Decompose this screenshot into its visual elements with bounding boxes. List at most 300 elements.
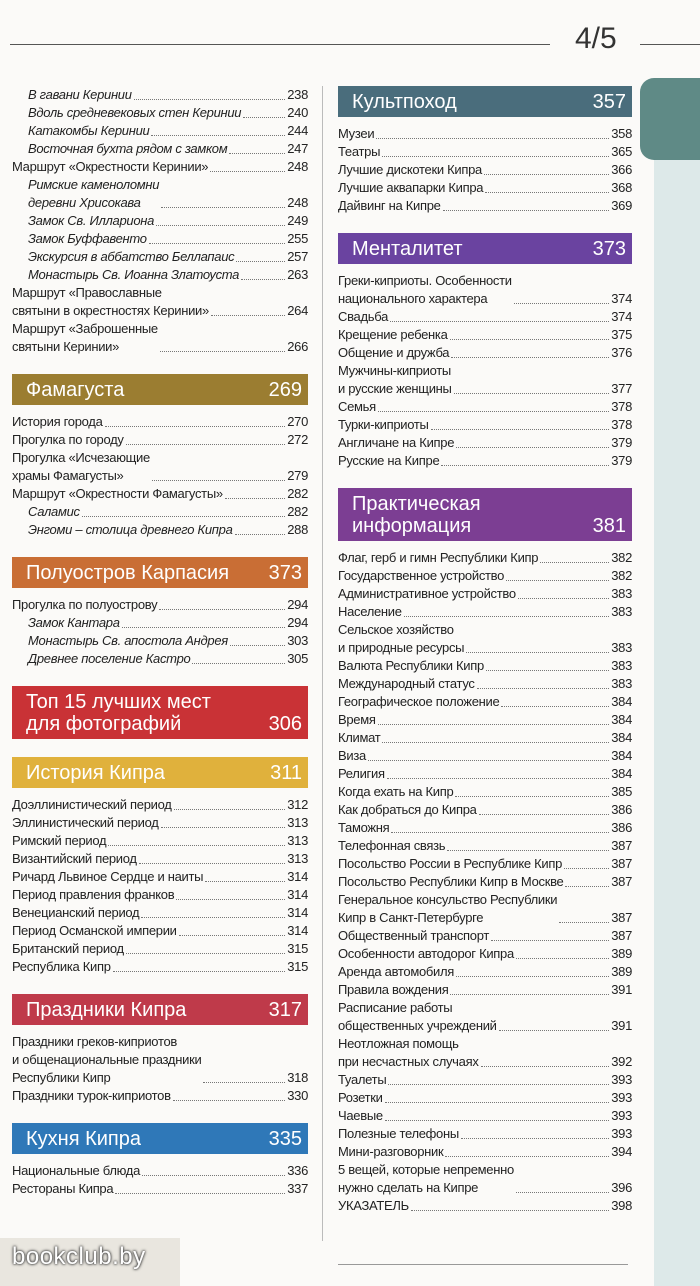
toc-entry-page: 383 [611, 586, 632, 601]
toc-entry-title: Ричард Львиное Сердце и наиты [12, 869, 204, 884]
dot-leader [210, 171, 285, 172]
section-heading[interactable] [12, 994, 308, 1025]
dot-leader [441, 465, 609, 466]
toc-entry[interactable] [12, 596, 308, 614]
toc-entry-page: 314 [287, 887, 308, 902]
toc-entry[interactable] [338, 362, 632, 398]
toc-entry-title: Полезные телефоны [338, 1126, 459, 1141]
toc-entry[interactable] [12, 140, 308, 158]
toc-entry-title: Крещение ребенка [338, 327, 448, 342]
toc-entry-page: 393 [611, 1090, 632, 1105]
dot-leader [161, 207, 285, 208]
toc-entry[interactable] [12, 503, 308, 521]
toc-entry-page: 257 [287, 249, 308, 264]
page-number: 4/5 [575, 22, 617, 55]
toc-entry-title: Телефонная связь [338, 838, 446, 853]
toc-entry[interactable] [338, 801, 632, 819]
toc-entry[interactable] [338, 675, 632, 693]
toc-entry-title: Расписание работы общественных учреждений [338, 1000, 497, 1033]
toc-entry[interactable] [12, 449, 308, 485]
dot-leader [152, 480, 285, 481]
section-title: Полуостров Карпасия [26, 562, 230, 584]
toc-entry-title: Саламис [28, 504, 80, 519]
toc-entry-page: 255 [287, 231, 308, 246]
toc-entry-page: 266 [287, 339, 308, 354]
toc-entry-page: 368 [611, 180, 632, 195]
dot-leader [235, 534, 286, 535]
toc-entry[interactable] [338, 434, 632, 452]
toc-entry-title: Период правления франков [12, 887, 175, 902]
toc-entry[interactable] [338, 1089, 632, 1107]
toc-entry[interactable] [12, 1162, 308, 1180]
section-title: Культпоход [352, 91, 457, 113]
section-page-number: 269 [268, 379, 302, 401]
toc-entry-page: 383 [611, 658, 632, 673]
toc-entry-page: 337 [287, 1181, 308, 1196]
section-page-number: 317 [268, 999, 302, 1021]
toc-entry[interactable] [12, 850, 308, 868]
toc-entry[interactable] [338, 179, 632, 197]
dot-leader [156, 225, 285, 226]
toc-entry-title: Доэллинистический период [12, 797, 172, 812]
dot-leader [499, 1030, 610, 1031]
toc-entry-title: Русские на Кипре [338, 453, 440, 468]
toc-entry[interactable] [338, 693, 632, 711]
dot-leader [477, 688, 610, 689]
toc-entry[interactable] [12, 1087, 308, 1105]
toc-entry[interactable] [338, 344, 632, 362]
toc-entry-page: 279 [287, 468, 308, 483]
section-title: Праздники Кипра [26, 999, 187, 1021]
toc-entry[interactable] [338, 197, 632, 215]
toc-entry[interactable] [338, 1161, 632, 1197]
toc-entry[interactable] [338, 945, 632, 963]
toc-entry[interactable] [338, 1107, 632, 1125]
section-title: История Кипра [26, 762, 166, 784]
toc-entry[interactable] [338, 855, 632, 873]
toc-entry-title: Время [338, 712, 376, 727]
dot-leader [382, 742, 609, 743]
toc-entry-page: 387 [611, 910, 632, 925]
toc-entry-page: 247 [287, 141, 308, 156]
toc-entry[interactable] [338, 711, 632, 729]
toc-entry-page: 315 [287, 941, 308, 956]
toc-entry[interactable] [12, 814, 308, 832]
dot-leader [179, 935, 286, 936]
header-rule-right [640, 44, 700, 45]
toc-entry-page: 377 [611, 381, 632, 396]
section-heading[interactable] [12, 686, 308, 739]
toc-entry-title: Экскурсия в аббатство Беллапаис [28, 249, 235, 264]
dot-leader [450, 339, 610, 340]
toc-entry[interactable] [12, 284, 308, 320]
dot-leader [134, 99, 286, 100]
toc-entry-title: Особенности автодорог Кипра [338, 946, 514, 961]
section-heading[interactable] [338, 488, 632, 541]
toc-entry[interactable] [12, 320, 308, 356]
dot-leader [211, 315, 285, 316]
section-page-number: 306 [268, 713, 302, 735]
toc-entry-title: Греки-киприоты. Особенности национального характера [338, 273, 512, 306]
dot-leader [368, 760, 609, 761]
section-title: Топ 15 лучших мест для фотографий [26, 691, 211, 735]
toc-entry-title: Вдоль средневековых стен Керинии [28, 105, 242, 120]
toc-entry-page: 369 [611, 198, 632, 213]
toc-entry-title: Неотложная помощь при несчастных случаях [338, 1036, 479, 1069]
toc-entry[interactable] [338, 657, 632, 675]
toc-entry-page: 270 [287, 414, 308, 429]
toc-entry[interactable] [12, 958, 308, 976]
toc-entry[interactable] [12, 248, 308, 266]
toc-entry-page: 386 [611, 802, 632, 817]
toc-entry[interactable] [338, 326, 632, 344]
toc-entry-page: 391 [611, 982, 632, 997]
toc-entry-page: 374 [611, 291, 632, 306]
toc-entry-page: 384 [611, 730, 632, 745]
toc-entry-page: 391 [611, 1018, 632, 1033]
toc-entry[interactable] [338, 621, 632, 657]
section-heading[interactable] [12, 757, 308, 788]
toc-entry[interactable] [338, 981, 632, 999]
toc-entry[interactable] [338, 1197, 632, 1215]
toc-entry-page: 383 [611, 604, 632, 619]
toc-entry-title: Мини-разговорник [338, 1144, 444, 1159]
header-rule [10, 44, 550, 45]
toc-entry-page: 379 [611, 435, 632, 450]
dot-leader [451, 357, 609, 358]
dot-leader [516, 958, 609, 959]
toc-entry-page: 384 [611, 694, 632, 709]
dot-leader [230, 645, 285, 646]
toc-entry-title: Музеи [338, 126, 375, 141]
toc-entry[interactable] [338, 416, 632, 434]
dot-leader [466, 652, 609, 653]
dot-leader [192, 663, 285, 664]
dot-leader [387, 778, 610, 779]
toc-entry-page: 387 [611, 874, 632, 889]
toc-entry-page: 392 [611, 1054, 632, 1069]
dot-leader [378, 411, 609, 412]
toc-entry[interactable] [338, 927, 632, 945]
toc-entry-page: 366 [611, 162, 632, 177]
toc-entry[interactable] [338, 1071, 632, 1089]
toc-entry-page: 314 [287, 905, 308, 920]
dot-leader [161, 827, 286, 828]
dot-leader [159, 609, 285, 610]
toc-entry-title: Британский период [12, 941, 124, 956]
section-title: Кухня Кипра [26, 1128, 141, 1150]
toc-entry-title: Эллинистический период [12, 815, 159, 830]
toc-entry[interactable] [12, 632, 308, 650]
dot-leader [479, 814, 610, 815]
toc-entry[interactable] [338, 873, 632, 891]
toc-entry-title: Маршрут «Православные святыни в окрестностях Керинии» [12, 285, 209, 318]
toc-entry[interactable] [12, 230, 308, 248]
toc-entry[interactable] [12, 650, 308, 668]
toc-entry[interactable] [12, 413, 308, 431]
toc-entry-page: 314 [287, 923, 308, 938]
toc-entry-page: 376 [611, 345, 632, 360]
dot-leader [485, 192, 609, 193]
dot-leader [229, 153, 285, 154]
toc-entry[interactable] [12, 122, 308, 140]
dot-leader [518, 598, 609, 599]
toc-entry-page: 336 [287, 1163, 308, 1178]
dot-leader [225, 498, 285, 499]
toc-entry[interactable] [12, 922, 308, 940]
toc-left-column [12, 86, 308, 1198]
toc-entry-title: Республика Кипр [12, 959, 111, 974]
section-title: Фамагуста [26, 379, 125, 401]
toc-entry-title: Маршрут «Окрестности Фамагусты» [12, 486, 223, 501]
toc-entry-title: Турки-киприоты [338, 417, 429, 432]
toc-entry-title: Византийский период [12, 851, 137, 866]
toc-entry-title: Административное устройство [338, 586, 516, 601]
toc-entry-page: 374 [611, 309, 632, 324]
section-page-number: 381 [592, 515, 626, 537]
section-page-number: 373 [592, 238, 626, 260]
toc-entry-title: Семья [338, 399, 376, 414]
dot-leader [486, 670, 609, 671]
toc-entry-title: История города [12, 414, 103, 429]
dot-leader [540, 562, 609, 563]
section-heading[interactable] [338, 86, 632, 117]
dot-leader [447, 850, 609, 851]
toc-entry-page: 382 [611, 550, 632, 565]
toc-entry-title: Климат [338, 730, 381, 745]
dot-leader [176, 899, 285, 900]
section-heading[interactable] [12, 557, 308, 588]
toc-entry-page: 387 [611, 838, 632, 853]
toc-entry-title: Когда ехать на Кипр [338, 784, 454, 799]
toc-entry-page: 375 [611, 327, 632, 342]
section-heading[interactable] [12, 1123, 308, 1154]
toc-right-column [338, 86, 632, 1215]
edge-strip [654, 160, 700, 1286]
toc-entry-page: 378 [611, 417, 632, 432]
dot-leader [151, 135, 285, 136]
toc-entry-title: В гавани Керинии [28, 87, 132, 102]
toc-entry-page: 314 [287, 869, 308, 884]
toc-entry[interactable] [338, 1143, 632, 1161]
dot-leader [390, 321, 609, 322]
dot-leader [108, 845, 285, 846]
dot-leader [404, 616, 610, 617]
toc-entry-title: Сельское хозяйство и природные ресурсы [338, 622, 465, 655]
dot-leader [142, 1175, 285, 1176]
dot-leader [506, 580, 609, 581]
toc-entry-page: 294 [287, 597, 308, 612]
toc-entry-page: 248 [287, 159, 308, 174]
toc-entry-page: 282 [287, 504, 308, 519]
toc-entry-page: 394 [611, 1144, 632, 1159]
dot-leader [139, 863, 286, 864]
toc-entry-page: 387 [611, 928, 632, 943]
toc-entry[interactable] [12, 431, 308, 449]
section-title: Менталитет [352, 238, 463, 260]
toc-entry[interactable] [12, 796, 308, 814]
toc-entry-title: Театры [338, 144, 381, 159]
dot-leader [501, 706, 609, 707]
dot-leader [431, 429, 610, 430]
toc-entry[interactable] [12, 176, 308, 212]
toc-entry[interactable] [12, 868, 308, 886]
toc-entry-page: 272 [287, 432, 308, 447]
toc-entry[interactable] [338, 161, 632, 179]
toc-entry[interactable] [12, 1180, 308, 1198]
toc-entry-title: Маршрут «Окрестности Керинии» [12, 159, 209, 174]
toc-entry-page: 248 [287, 195, 308, 210]
toc-entry-title: Замок Св. Иллариона [28, 213, 155, 228]
toc-entry-title: Мужчины-киприоты и русские женщины [338, 363, 452, 396]
toc-entry-title: Дайвинг на Кипре [338, 198, 441, 213]
section-heading[interactable] [338, 233, 632, 264]
toc-entry[interactable] [12, 104, 308, 122]
toc-entry[interactable] [338, 272, 632, 308]
toc-entry-title: Римские каменоломни деревни Хрисокава [28, 177, 160, 210]
toc-entry[interactable] [338, 585, 632, 603]
dot-leader [491, 940, 609, 941]
section-heading[interactable] [12, 374, 308, 405]
dot-leader [382, 156, 609, 157]
dot-leader [484, 174, 609, 175]
dot-leader [160, 351, 285, 352]
dot-leader [122, 627, 286, 628]
toc-entry-page: 384 [611, 712, 632, 727]
toc-entry[interactable] [12, 266, 308, 284]
section-page-number: 357 [592, 91, 626, 113]
toc-entry[interactable] [12, 521, 308, 539]
toc-entry-title: Таможня [338, 820, 390, 835]
toc-entry-page: 379 [611, 453, 632, 468]
toc-entry[interactable] [338, 963, 632, 981]
toc-entry[interactable] [338, 999, 632, 1035]
dot-leader [236, 261, 285, 262]
toc-entry-title: Рестораны Кипра [12, 1181, 114, 1196]
toc-entry[interactable] [338, 1035, 632, 1071]
dot-leader [385, 1102, 610, 1103]
toc-entry[interactable] [338, 747, 632, 765]
toc-entry[interactable] [12, 485, 308, 503]
dot-leader [115, 1193, 285, 1194]
toc-entry-page: 315 [287, 959, 308, 974]
toc-entry-title: Генеральное консульство Республики Кипр в Санкт-Петербурге [338, 892, 558, 925]
dot-leader [565, 886, 609, 887]
toc-entry-page: 389 [611, 964, 632, 979]
toc-entry-page: 389 [611, 946, 632, 961]
toc-entry[interactable] [338, 125, 632, 143]
toc-entry-title: Праздники греков-киприотов и общенациональные праздники Республики Кипр [12, 1034, 202, 1085]
dot-leader [391, 832, 609, 833]
dot-leader [450, 994, 609, 995]
toc-entry-page: 318 [287, 1070, 308, 1085]
toc-entry[interactable] [12, 940, 308, 958]
dot-leader [461, 1138, 609, 1139]
dot-leader [126, 953, 285, 954]
toc-entry-page: 288 [287, 522, 308, 537]
toc-entry[interactable] [338, 765, 632, 783]
dot-leader [456, 976, 609, 977]
toc-entry-page: 312 [287, 797, 308, 812]
toc-entry-page: 313 [287, 833, 308, 848]
toc-entry[interactable] [12, 904, 308, 922]
toc-entry[interactable] [12, 886, 308, 904]
toc-entry-page: 384 [611, 766, 632, 781]
toc-entry-title: Катакомбы Керинии [28, 123, 150, 138]
toc-entry-title: Лучшие дискотеки Кипра [338, 162, 482, 177]
toc-entry-page: 249 [287, 213, 308, 228]
toc-entry[interactable] [338, 891, 632, 927]
toc-entry[interactable] [12, 614, 308, 632]
toc-entry[interactable] [338, 819, 632, 837]
toc-entry-title: Монастырь Св. Иоанна Златоуста [28, 267, 240, 282]
toc-entry[interactable] [338, 143, 632, 161]
toc-entry-page: 330 [287, 1088, 308, 1103]
toc-entry-title: Маршрут «Заброшенные святыни Керинии» [12, 321, 158, 354]
dot-leader [385, 1120, 609, 1121]
toc-entry-page: 383 [611, 676, 632, 691]
section-page-number: 335 [268, 1128, 302, 1150]
toc-entry-title: Монастырь Св. апостола Андрея [28, 633, 228, 648]
toc-entry-title: Виза [338, 748, 366, 763]
toc-entry[interactable] [338, 398, 632, 416]
toc-entry-title: УКАЗАТЕЛЬ [338, 1198, 409, 1213]
toc-entry[interactable] [338, 783, 632, 801]
toc-entry-title: Общение и дружба [338, 345, 450, 360]
toc-entry[interactable] [12, 1033, 308, 1087]
section-page-number: 311 [270, 762, 302, 784]
toc-entry-page: 386 [611, 820, 632, 835]
dot-leader [113, 971, 286, 972]
toc-entry-title: Правила вождения [338, 982, 449, 997]
dot-leader [205, 881, 285, 882]
toc-entry[interactable] [338, 603, 632, 621]
dot-leader [445, 1156, 609, 1157]
toc-entry[interactable] [338, 837, 632, 855]
chapter-tab [640, 78, 700, 160]
toc-entry-title: Население [338, 604, 402, 619]
toc-entry[interactable] [12, 212, 308, 230]
column-divider [322, 86, 323, 1241]
toc-entry[interactable] [12, 832, 308, 850]
toc-entry-title: Географическое положение [338, 694, 500, 709]
toc-entry-page: 263 [287, 267, 308, 282]
toc-entry-title: Аренда автомобиля [338, 964, 455, 979]
dot-leader [241, 279, 285, 280]
dot-leader [141, 917, 285, 918]
toc-entry-title: Прогулка «Исчезающие храмы Фамагусты» [12, 450, 150, 483]
toc-entry[interactable] [338, 1125, 632, 1143]
dot-leader [559, 922, 609, 923]
toc-entry-page: 384 [611, 748, 632, 763]
toc-entry[interactable] [338, 308, 632, 326]
toc-entry-page: 382 [611, 568, 632, 583]
toc-entry-page: 313 [287, 851, 308, 866]
dot-leader [82, 516, 285, 517]
toc-entry-title: Прогулка по полуострову [12, 597, 158, 612]
toc-entry[interactable] [338, 729, 632, 747]
toc-entry-page: 244 [287, 123, 308, 138]
toc-entry[interactable] [338, 549, 632, 567]
toc-entry-title: Римский период [12, 833, 107, 848]
toc-entry[interactable] [338, 452, 632, 470]
dot-leader [203, 1082, 285, 1083]
toc-entry[interactable] [338, 567, 632, 585]
toc-entry[interactable] [12, 158, 308, 176]
toc-entry-page: 398 [611, 1198, 632, 1213]
dot-leader [149, 243, 285, 244]
toc-entry[interactable] [12, 86, 308, 104]
